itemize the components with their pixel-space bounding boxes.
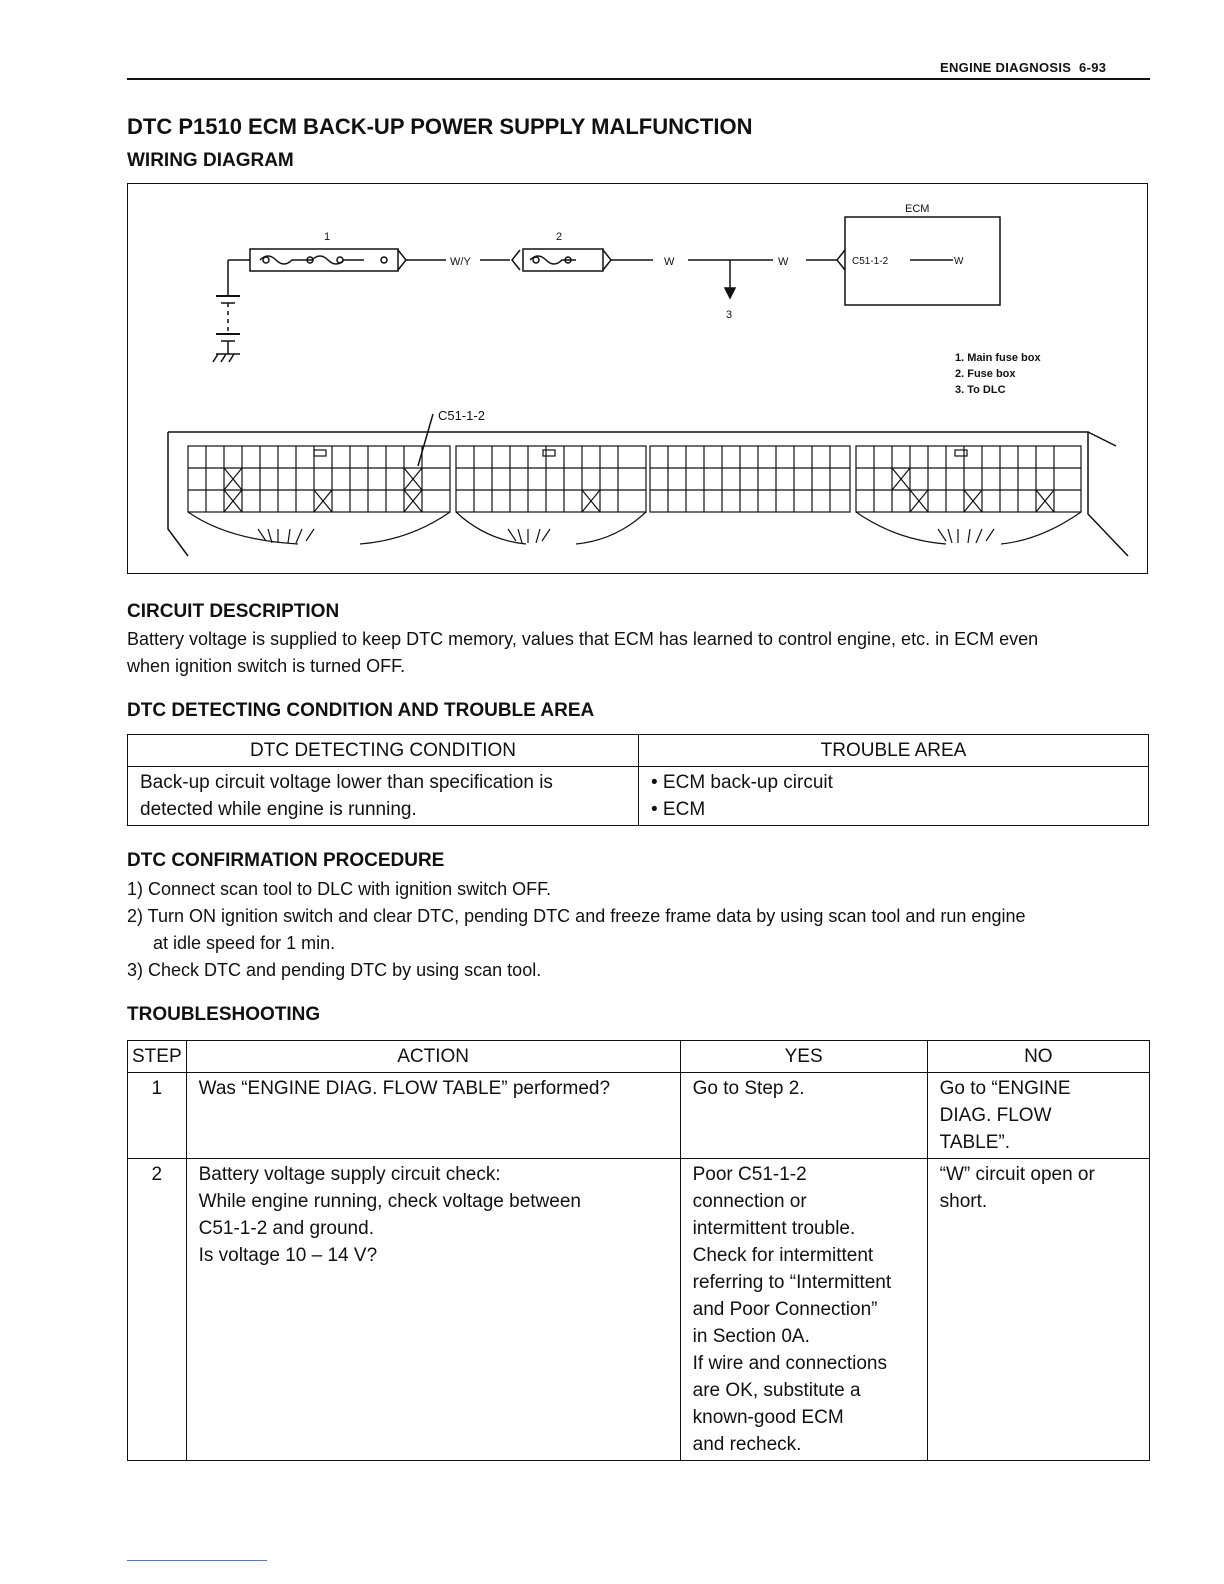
label-connector: C51-1-2 — [438, 408, 485, 423]
confirmation-heading: DTC CONFIRMATION PROCEDURE — [127, 850, 445, 871]
cell-line: and recheck. — [692, 1434, 802, 1455]
cell-line: connection or — [692, 1191, 807, 1212]
yes-cell — [680, 1073, 927, 1159]
condition-line: detected while engine is running. — [140, 799, 417, 820]
legend-item: 2. Fuse box — [955, 368, 1016, 380]
circuit-heading: CIRCUIT DESCRIPTION — [127, 601, 340, 622]
legend-item: 3. To DLC — [955, 384, 1006, 396]
trouble-area-item: • ECM back-up circuit — [651, 772, 833, 793]
detecting-heading: DTC DETECTING CONDITION AND TROUBLE AREA — [127, 700, 595, 721]
troubleshooting-table — [127, 1040, 1150, 1461]
header-page: 6-93 — [1079, 60, 1107, 75]
label-ecm: ECM — [905, 203, 930, 215]
header-section: ENGINE DIAGNOSIS — [940, 60, 1072, 75]
table-row — [128, 767, 1149, 826]
troubleshooting-heading: TROUBLESHOOTING — [127, 1004, 321, 1025]
ecm-connector — [188, 446, 1081, 544]
step-cell: 1 — [128, 1073, 187, 1159]
condition-line: Back-up circuit voltage lower than specification is — [140, 772, 553, 793]
label-wire-w1: W — [664, 256, 675, 268]
cell-line: Was “ENGINE DIAG. FLOW TABLE” performed? — [198, 1078, 611, 1099]
detecting-col-condition: DTC DETECTING CONDITION — [128, 735, 639, 767]
no-cell — [927, 1159, 1149, 1461]
diagram-legend — [955, 350, 1041, 398]
action-cell — [186, 1073, 680, 1159]
label-wire-w2: W — [778, 256, 789, 268]
col-yes: YES — [680, 1041, 927, 1073]
step-cell: 2 — [128, 1159, 187, 1461]
cell-line: DIAG. FLOW — [939, 1105, 1052, 1126]
action-cell — [186, 1159, 680, 1461]
header-rule — [127, 78, 1150, 80]
list-item: 3) Check DTC and pending DTC by using scan tool. — [127, 960, 542, 980]
cell-line: and Poor Connection” — [692, 1299, 878, 1320]
no-cell — [927, 1073, 1149, 1159]
cell-line: TABLE”. — [939, 1132, 1011, 1153]
label-main-fuse-num: 1 — [324, 231, 331, 243]
cell-line: short. — [939, 1191, 988, 1212]
trouble-area-cell — [639, 767, 1149, 826]
list-item: 1) Connect scan tool to DLC with ignition switch OFF. — [127, 879, 552, 899]
label-dlc-num: 3 — [726, 309, 733, 321]
circuit-line: Battery voltage is supplied to keep DTC memory, values that ECM has learned to control engine, etc. in ECM even — [127, 629, 1039, 649]
page-title: DTC P1510 ECM BACK-UP POWER SUPPLY MALFUNCTION — [127, 114, 753, 139]
table-row — [128, 1159, 1150, 1461]
cell-line: Go to “ENGINE — [939, 1078, 1071, 1099]
cell-line: in Section 0A. — [692, 1326, 810, 1347]
col-action: ACTION — [186, 1041, 680, 1073]
detecting-col-area: TROUBLE AREA — [639, 735, 1149, 767]
yes-cell — [680, 1159, 927, 1461]
confirmation-steps — [127, 876, 1157, 984]
cell-line: referring to “Intermittent — [692, 1272, 892, 1293]
trouble-area-item: • ECM — [651, 799, 706, 820]
running-header — [940, 60, 1106, 75]
col-step: STEP — [128, 1041, 187, 1073]
detecting-table — [127, 734, 1149, 826]
circuit-description — [127, 626, 1157, 680]
detecting-condition-cell — [128, 767, 639, 826]
cell-line: intermittent trouble. — [692, 1218, 856, 1239]
footer-line — [127, 1560, 267, 1561]
cell-line: C51-1-2 and ground. — [198, 1218, 374, 1239]
wiring-heading: WIRING DIAGRAM — [127, 150, 294, 171]
circuit-line: when ignition switch is turned OFF. — [127, 656, 406, 676]
cell-line: Go to Step 2. — [692, 1078, 805, 1099]
cell-line: If wire and connections — [692, 1353, 887, 1374]
cell-line: Poor C51-1-2 — [692, 1164, 807, 1185]
label-wire-w3: W — [954, 256, 964, 267]
label-ecm-terminal: C51-1-2 — [852, 256, 889, 267]
cell-line: Check for intermittent — [692, 1245, 874, 1266]
list-item: 2) Turn ON ignition switch and clear DTC, pending DTC and freeze frame data by using scan tool and run engine — [127, 906, 1026, 926]
legend-item: 1. Main fuse box — [955, 352, 1041, 364]
cell-line: Battery voltage supply circuit check: — [198, 1164, 501, 1185]
cell-line: “W” circuit open or — [939, 1164, 1095, 1185]
cell-line: Is voltage 10 – 14 V? — [198, 1245, 378, 1266]
label-fuse-num: 2 — [556, 231, 563, 243]
table-row — [128, 1073, 1150, 1159]
cell-line: While engine running, check voltage between — [198, 1191, 581, 1212]
cell-line: are OK, substitute a — [692, 1380, 861, 1401]
label-wire-wy: W/Y — [450, 256, 471, 268]
cell-line: known-good ECM — [692, 1407, 844, 1428]
col-no: NO — [927, 1041, 1149, 1073]
list-item: at idle speed for 1 min. — [153, 933, 336, 953]
wiring-diagram — [127, 183, 1148, 574]
